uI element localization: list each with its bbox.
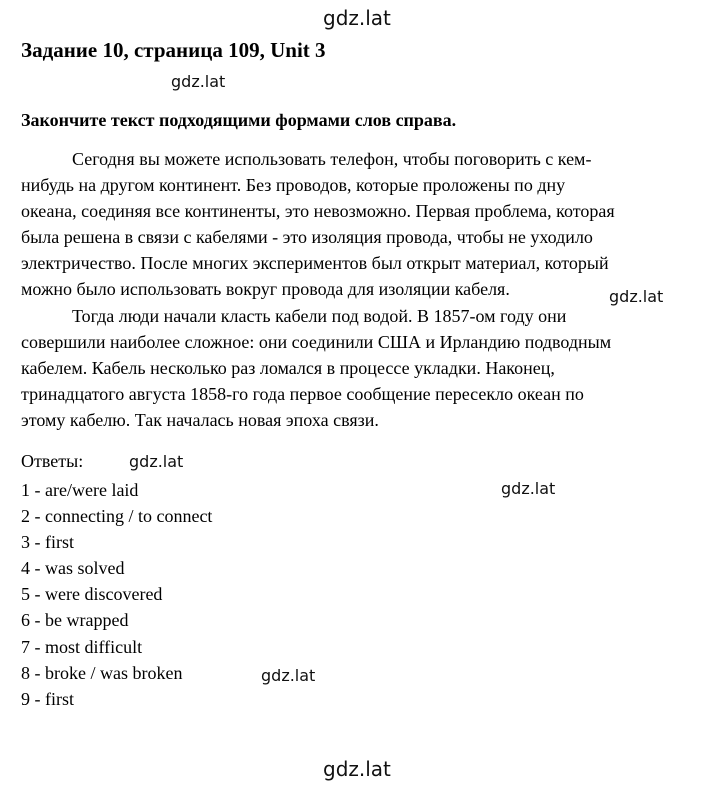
text-passage	[21, 146, 701, 433]
passage-line: нибудь на другом континент. Без проводов, которые проложены по дну	[21, 175, 566, 196]
answer-item: 4 - was solved	[21, 558, 125, 579]
answer-item: 7 - most difficult	[21, 636, 143, 657]
answer-item: 2 - connecting / to connect	[21, 506, 213, 527]
passage-line: электричество. После многих экспериментов был открыт материал, который	[21, 253, 609, 274]
passage-line: Сегодня вы можете использовать телефон, чтобы поговорить с кем-	[72, 149, 592, 169]
passage-line: океана, соединяя все континенты, это невозможно. Первая проблема, которая	[21, 201, 615, 222]
passage-line: этому кабелю. Так началась новая эпоха связи.	[21, 409, 379, 430]
passage-line: была решена в связи с кабелями - это изоляция провода, чтобы не уходило	[21, 227, 593, 248]
answer-item: 1 - are/were laid	[21, 480, 139, 500]
answer-item: 8 - broke / was broken	[21, 662, 183, 683]
passage-line: можно было использовать вокруг провода для изоляции кабеля.	[21, 279, 510, 300]
passage-line: кабелем. Кабель несколько раз ломался в процессе укладки. Наконец,	[21, 357, 555, 378]
passage-line: Тогда люди начали класть кабели под водой. В 1857-ом году они	[72, 305, 567, 326]
answer-item: 5 - were discovered	[21, 584, 163, 605]
passage-line: тринадцатого августа 1858-го года первое сообщение пересекло океан по	[21, 383, 584, 404]
answers-list	[21, 477, 212, 712]
watermark: gdz.lat	[171, 72, 226, 91]
answers-label: Ответы:	[21, 451, 84, 471]
watermark: gdz.lat	[501, 479, 556, 498]
watermark: gdz.lat	[609, 287, 664, 306]
answer-item: 6 - be wrapped	[21, 610, 129, 631]
answer-item: 9 - first	[21, 688, 74, 709]
watermark: gdz.lat	[323, 757, 391, 781]
page-title: Задание 10, страница 109, Unit 3	[21, 38, 326, 62]
answer-item: 3 - first	[21, 532, 74, 553]
passage-line: совершили наиболее сложное: они соединили США и Ирландию подводным	[21, 331, 612, 352]
watermark: gdz.lat	[261, 666, 316, 685]
task-instruction: Закончите текст подходящими формами слов справа.	[21, 110, 457, 130]
watermark: gdz.lat	[129, 452, 184, 471]
watermark: gdz.lat	[323, 6, 391, 30]
